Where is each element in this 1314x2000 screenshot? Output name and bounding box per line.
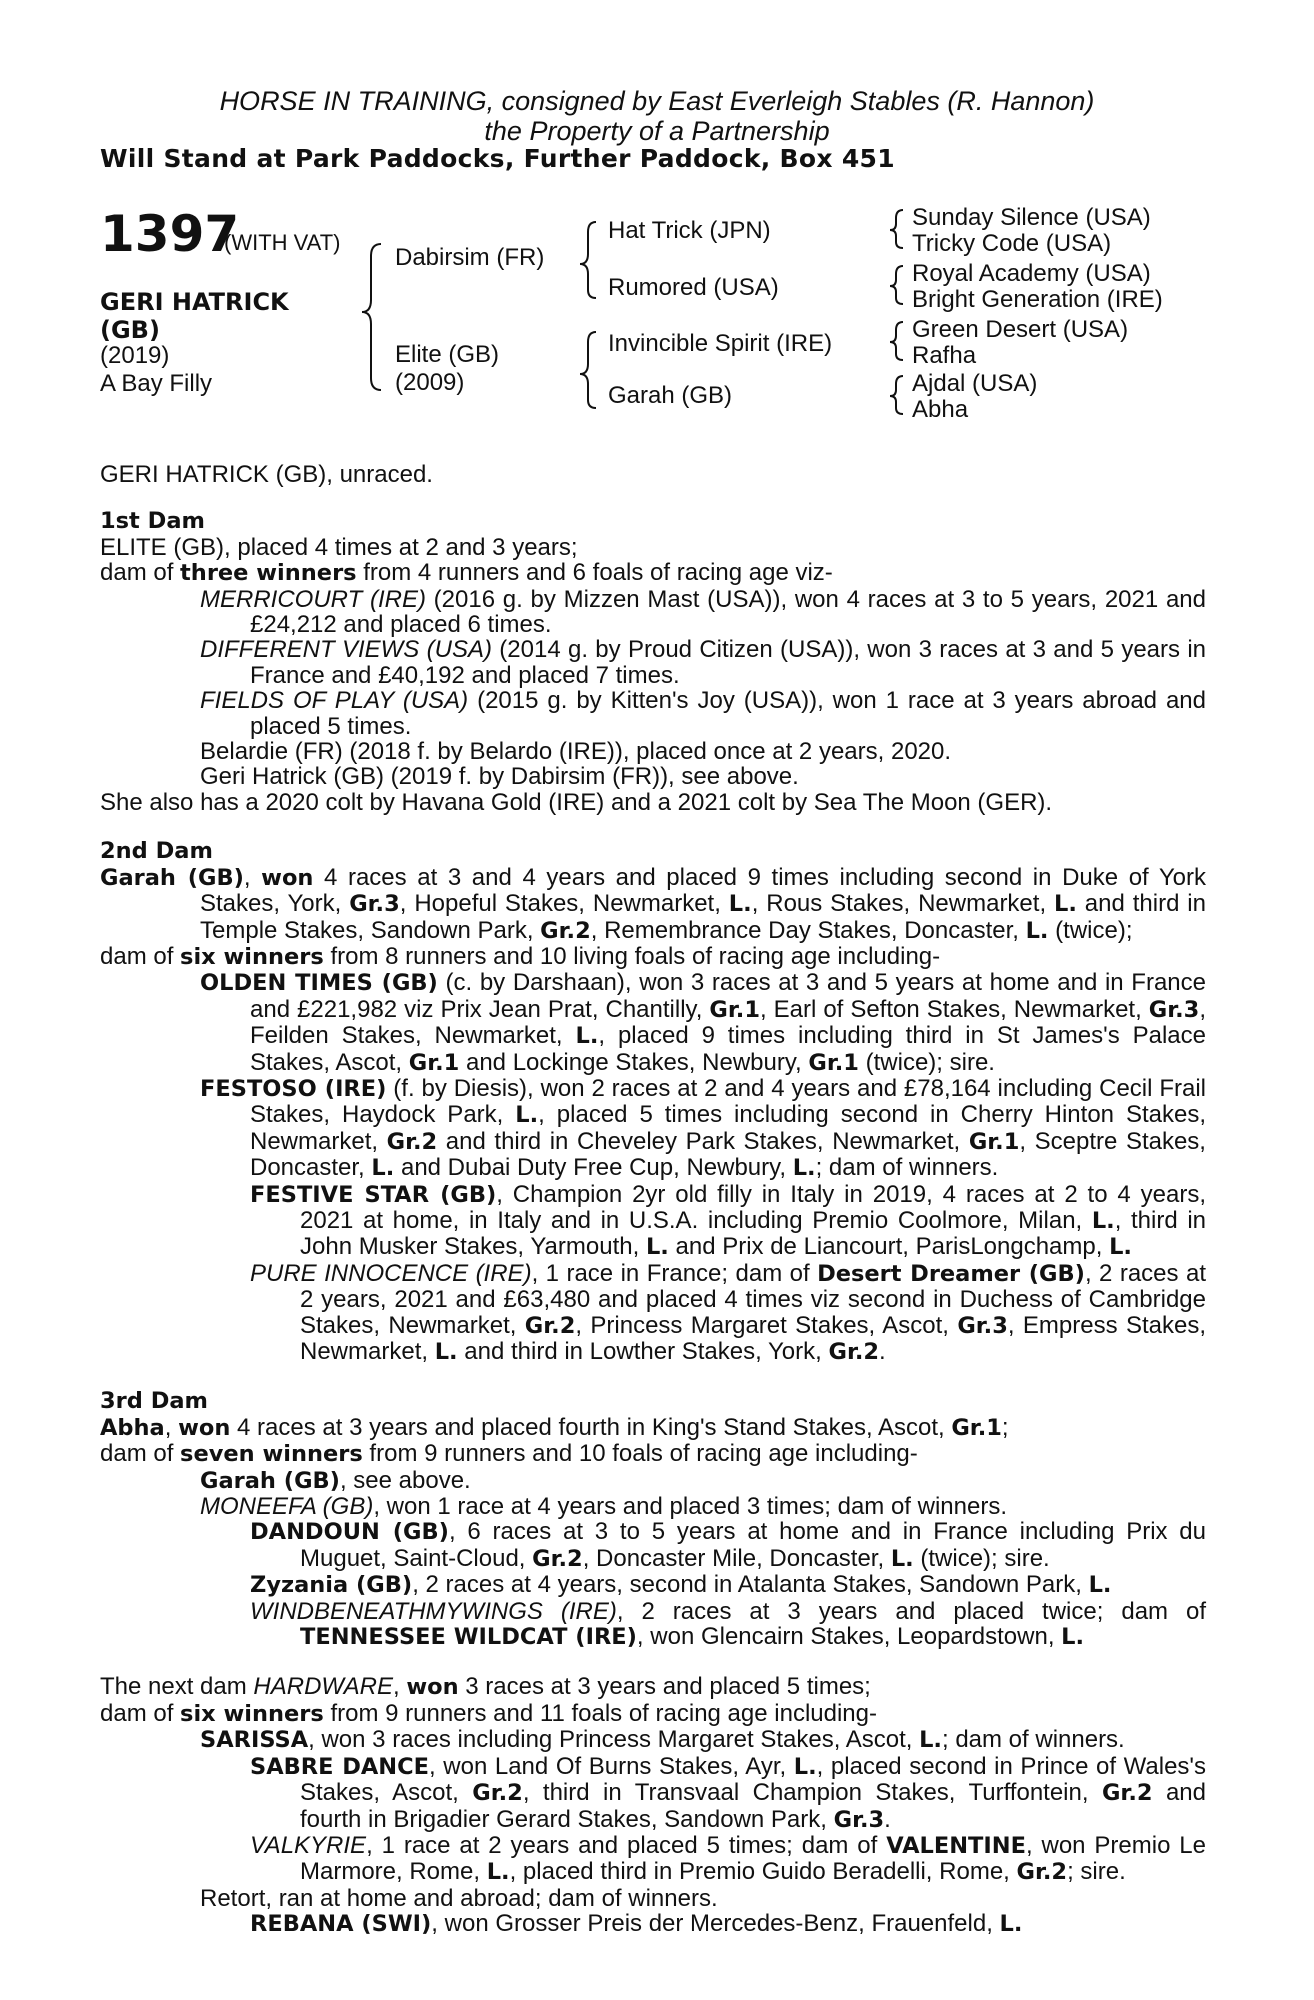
grade: Gr.1 [709,996,760,1023]
horse-name: Desert Dreamer (GB) [817,1260,1085,1287]
grade: Gr.2 [1101,1780,1153,1807]
text-run: dam of [100,559,181,587]
produce-entry [100,1599,1206,1651]
text-run: . [884,1805,891,1833]
grade: Gr.3 [349,891,400,918]
header-line-2: the Property of a Partnership [484,116,830,146]
horse-name: Abha [100,1414,165,1441]
horse-name: FESTIVE STAR (GB) [250,1181,497,1208]
header-line-1: HORSE IN TRAINING, consigned by East Everleigh Stables (R. Hannon) [219,86,1095,116]
text-run: won [178,1414,231,1441]
text-run: (twice); sire. [913,1544,1050,1572]
text-run: , won 1 race at 4 years and placed 3 times; dam of winners. [373,1493,1007,1521]
text-run: , Champion 2yr old filly in Italy in 2019, 4 races at 2 to 4 years, 2021 at home, in Italy and in U.S.A. including Premio Coolmore, Milan, [300,1180,1207,1234]
horse-name: PURE INNOCENCE (IRE) [250,1259,532,1287]
pedigree-dam-year: (2009) [395,369,465,396]
text-run: 4 races at 3 and 4 years and placed 9 times including second in Duke of York Stakes, York, [200,863,1207,918]
next-dam-produce-line [100,1701,1206,1727]
third-dam-heading: 3rd Dam [100,1388,208,1415]
produce-entry: Retort, ran at home and abroad; dam of winners. [200,1884,718,1912]
horse-name: VALKYRIE [250,1831,367,1859]
horse-name-line-1: GERI HATRICK [100,288,289,316]
text-run: , third in Transvaal Champion Stakes, Turffontein, [522,1779,1102,1807]
pedigree-g1: Sunday Silence (USA) [912,204,1151,231]
text-run: and third in Temple Stakes, Sandown Park, [200,890,1206,944]
text-run: ; dam of winners. [815,1154,999,1182]
text-run: , placed second in Prince of Wales's Stakes, Ascot, [300,1752,1206,1807]
text-run: , won 3 races including Princess Margaret Stakes, Ascot, [308,1726,920,1754]
produce-entry [100,1833,1206,1886]
produce-entry [100,1182,1206,1261]
text-run: , [393,1673,407,1701]
grade: L. [515,1102,539,1129]
grade: L. [890,1545,914,1572]
grade: Gr.2 [1016,1859,1068,1886]
produce-entry [100,637,1206,688]
first-dam-line: ELITE (GB), placed 4 times at 2 and 3 years; [100,533,578,561]
winners-count: seven winners [180,1441,363,1468]
pedigree-g8: Abha [912,396,969,423]
horse-name: SARISSA [200,1727,309,1754]
text-run: , Remembrance Day Stakes, Doncaster, [590,916,1026,944]
text-run: (twice); [1048,916,1133,944]
grade: L. [434,1339,458,1365]
text-run: , 2 races at 4 years, second in Atalanta Stakes, Sandown Park, [412,1571,1089,1599]
grade: Gr.1 [968,1128,1020,1155]
first-dam-produce-line [100,560,1206,586]
grade: L. [1054,891,1077,918]
text-run: (f. by Diesis), won 2 races at 2 and 4 years and £78,164 including Cecil Frail Stakes, Haydock Park, [250,1074,1206,1129]
horse-name: Garah (GB) [100,864,244,891]
horse-name: TENNESSEE WILDCAT (IRE) [300,1624,637,1651]
text-run: , 1 race in France; dam of [531,1259,818,1287]
text-run: , Doncaster Mile, Doncaster, [582,1544,891,1572]
grade: L. [575,1023,599,1050]
grade: L. [1088,1572,1112,1599]
produce-entry [100,1494,1206,1519]
grade: Gr.2 [532,1545,583,1572]
text-run: won [261,864,314,891]
text-run: dam of [100,1440,181,1468]
horse-name: VALENTINE [886,1832,1026,1859]
text-run: (twice); sire. [858,1048,995,1076]
horse-name: REBANA (SWI) [250,1911,432,1938]
grade: Gr.3 [833,1806,885,1833]
grade: L. [999,1911,1023,1938]
produce-entry [100,1261,1206,1366]
horse-description: A Bay Filly [100,370,213,397]
grade: Gr.3 [957,1312,1008,1339]
pedigree-dam-dam: Garah (GB) [608,382,733,409]
pedigree-g5: Green Desert (USA) [912,316,1129,343]
text-run: 3 races at 3 years and placed 5 times; [458,1673,871,1701]
grade: Gr.1 [808,1049,859,1076]
text-run: , Princess Margaret Stakes, Ascot, [575,1311,958,1339]
pedigree-g6: Rafha [912,342,977,369]
grade: L. [645,1234,669,1261]
text-run: , won Land Of Burns Stakes, Ayr, [429,1752,794,1780]
lot-number: 1397 [100,205,240,263]
produce-entry [100,1911,1206,1937]
text-run: (2015 g. by Kitten's Joy (USA)), won 1 race at 3 years abroad and placed 5 times. [250,687,1206,740]
grade: Gr.2 [472,1780,523,1807]
horse-name: MONEEFA (GB) [200,1493,374,1521]
second-dam-line [100,865,1206,944]
pedigree-sire-sire: Hat Trick (JPN) [608,217,771,244]
text-run: won [406,1674,459,1701]
text-run: 4 races at 3 years and placed fourth in King's Stand Stakes, Ascot, [230,1413,952,1441]
second-dam-heading: 2nd Dam [100,838,213,865]
text-run: and fourth in Brigadier Gerard Stakes, Sandown Park, [300,1779,1206,1833]
grade: L. [1025,917,1049,944]
grade: L. [792,1155,816,1182]
unraced-line: GERI HATRICK (GB), unraced. [100,461,433,488]
grade: L. [486,1859,510,1886]
text-run: , 2 races at 3 years and placed twice; dam of [616,1597,1207,1625]
grade: Gr.2 [524,1312,576,1339]
horse-name: FIELDS OF PLAY (USA) [200,687,469,715]
grade: Gr.2 [828,1339,880,1365]
produce-entry [100,688,1206,739]
grade: L. [728,891,752,918]
text-run: and third in Cheveley Park Stakes, Newmarket, [437,1127,969,1155]
horse-name: Garah (GB) [200,1467,340,1494]
pedigree-g7: Ajdal (USA) [912,370,1038,397]
text-run: dam of [100,1699,181,1727]
pedigree-dam-sire: Invincible Spirit (IRE) [608,330,833,357]
grade: Gr.2 [540,917,591,944]
produce-entry [100,1572,1206,1598]
horse-name: HARDWARE [253,1673,393,1701]
text-run: ; sire. [1067,1858,1126,1886]
pedigree-g2: Tricky Code (USA) [912,230,1112,257]
text-run: from 4 runners and 6 foals of racing age viz- [356,559,833,587]
header-line-3: Will Stand at Park Paddocks, Further Paddock, Box 451 [100,144,895,173]
grade: L. [793,1753,817,1780]
pedigree-sire: Dabirsim (FR) [395,244,545,271]
text-run: , 1 race at 2 years and placed 5 times; dam of [366,1831,887,1859]
text-run: The next dam [100,1673,254,1701]
horse-name: FESTOSO (IRE) [200,1075,387,1102]
text-run: , Earl of Sefton Stakes, Newmarket, [759,995,1149,1023]
text-run: , Feilden Stakes, Newmarket, [250,995,1206,1050]
also-line: She also has a 2020 colt by Havana Gold (IRE) and a 2021 colt by Sea The Moon (GER). [100,788,1053,816]
horse-name: WINDBENEATHMYWINGS (IRE) [250,1597,617,1625]
produce-entry: Belardie (FR) (2018 f. by Belardo (IRE)), placed once at 2 years, 2020. [200,738,952,766]
pedigree-dam: Elite (GB) [395,341,500,368]
text-run: , Hopeful Stakes, Newmarket, [399,890,729,918]
text-run: from 9 runners and 11 foals of racing age including- [323,1699,877,1727]
text-run: , placed 5 times including second in Cherry Hinton Stakes, Newmarket, [250,1101,1206,1155]
horse-name-line-2: (GB) [100,316,160,344]
text-run: ; [1001,1413,1009,1441]
text-run: , placed 9 times including third in St James's Palace Stakes, Ascot, [250,1022,1206,1076]
produce-entry [100,1076,1206,1182]
next-dam-line [100,1674,1206,1700]
text-run: , third in John Musker Stakes, Yarmouth, [300,1206,1206,1261]
second-dam-produce-line [100,944,1206,970]
text-run: , Empress Stakes, Newmarket, [300,1311,1206,1365]
pedigree-g4: Bright Generation (IRE) [912,286,1163,313]
horse-year: (2019) [100,342,170,369]
text-run: ; dam of winners. [941,1726,1125,1754]
text-run: and Prix de Liancourt, ParisLongchamp, [668,1233,1110,1261]
text-run: , [243,863,262,891]
text-run: and Lockinge Stakes, Newbury, [459,1048,809,1076]
text-run: and third in Lowther Stakes, York, [457,1338,829,1365]
grade: Gr.3 [1148,996,1200,1023]
text-run: , won Premio Le Marmore, Rome, [300,1831,1206,1886]
horse-name: SABRE DANCE [250,1753,430,1780]
horse-name: Zyzania (GB) [250,1572,413,1599]
horse-name: DIFFERENT VIEWS (USA) [200,636,492,664]
text-run: (c. by Darshaan), won 3 races at 3 and 5 years at home and in France and £221,982 viz Prix Jean Prat, Chantilly, [250,969,1206,1023]
horse-name: DANDOUN (GB) [250,1519,449,1546]
horse-name: MERRICOURT (IRE) [200,585,426,613]
grade: Gr.2 [386,1128,438,1155]
text-run: (2014 g. by Proud Citizen (USA)), won 3 races at 3 and 5 years in France and £40,192 and placed 7 times. [250,636,1207,689]
text-run: , 2 races at 2 years, 2021 and £63,480 and placed 4 times viz second in Duchess of Cambridge Stakes, Newmarket, [300,1259,1206,1339]
grade: Gr.1 [408,1049,460,1076]
produce-entry [100,1754,1206,1833]
pedigree-sire-dam: Rumored (USA) [608,274,779,301]
pedigree-g3: Royal Academy (USA) [912,260,1151,287]
grade: Gr.1 [951,1414,1002,1441]
produce-entry [100,1468,1206,1494]
winners-count: six winners [180,1700,324,1727]
text-run: , won Grosser Preis der Mercedes-Benz, Frauenfeld, [431,1910,1000,1938]
grade: L. [1091,1207,1115,1234]
grade: L. [919,1727,942,1754]
text-run: , won Glencairn Stakes, Leopardstown, [636,1623,1062,1651]
winners-count: six winners [180,943,324,970]
text-run: , Sceptre Stakes, Doncaster, [250,1127,1206,1182]
vat-label: (WITH VAT) [224,230,341,255]
third-dam-produce-line [100,1441,1206,1467]
third-dam-line [100,1415,1206,1441]
text-run: , Rous Stakes, Newmarket, [751,890,1055,918]
text-run: dam of [100,942,181,970]
produce-entry [100,1727,1206,1753]
produce-entry: Geri Hatrick (GB) (2019 f. by Dabirsim (FR)), see above. [200,763,799,791]
text-run: , placed third in Premio Guido Beradelli, Rome, [509,1858,1017,1886]
text-run: from 9 runners and 10 foals of racing age including- [362,1440,918,1468]
grade: L. [371,1155,395,1182]
catalogue-body [100,462,1206,1938]
text-run: and Dubai Duty Free Cup, Newbury, [394,1154,793,1182]
winners-count: three winners [180,560,357,587]
text-run: from 8 runners and 10 living foals of racing age including- [323,942,941,970]
text-run: (2016 g. by Mizzen Mast (USA)), won 4 races at 3 to 5 years, 2021 and £24,212 and placed 6 times. [250,585,1206,639]
horse-name: OLDEN TIMES (GB) [200,970,438,997]
first-dam-heading: 1st Dam [100,508,205,535]
text-run: , 6 races at 3 to 5 years at home and in France including Prix du Muguet, Saint-Cloud, [300,1518,1207,1572]
text-run: , see above. [339,1466,471,1494]
grade: L. [1061,1624,1085,1651]
produce-entry [100,970,1206,1076]
grade: L. [1109,1234,1132,1261]
produce-entry [100,587,1206,638]
text-run: . [879,1338,886,1365]
text-run: , [164,1413,179,1441]
produce-entry [100,1519,1206,1572]
